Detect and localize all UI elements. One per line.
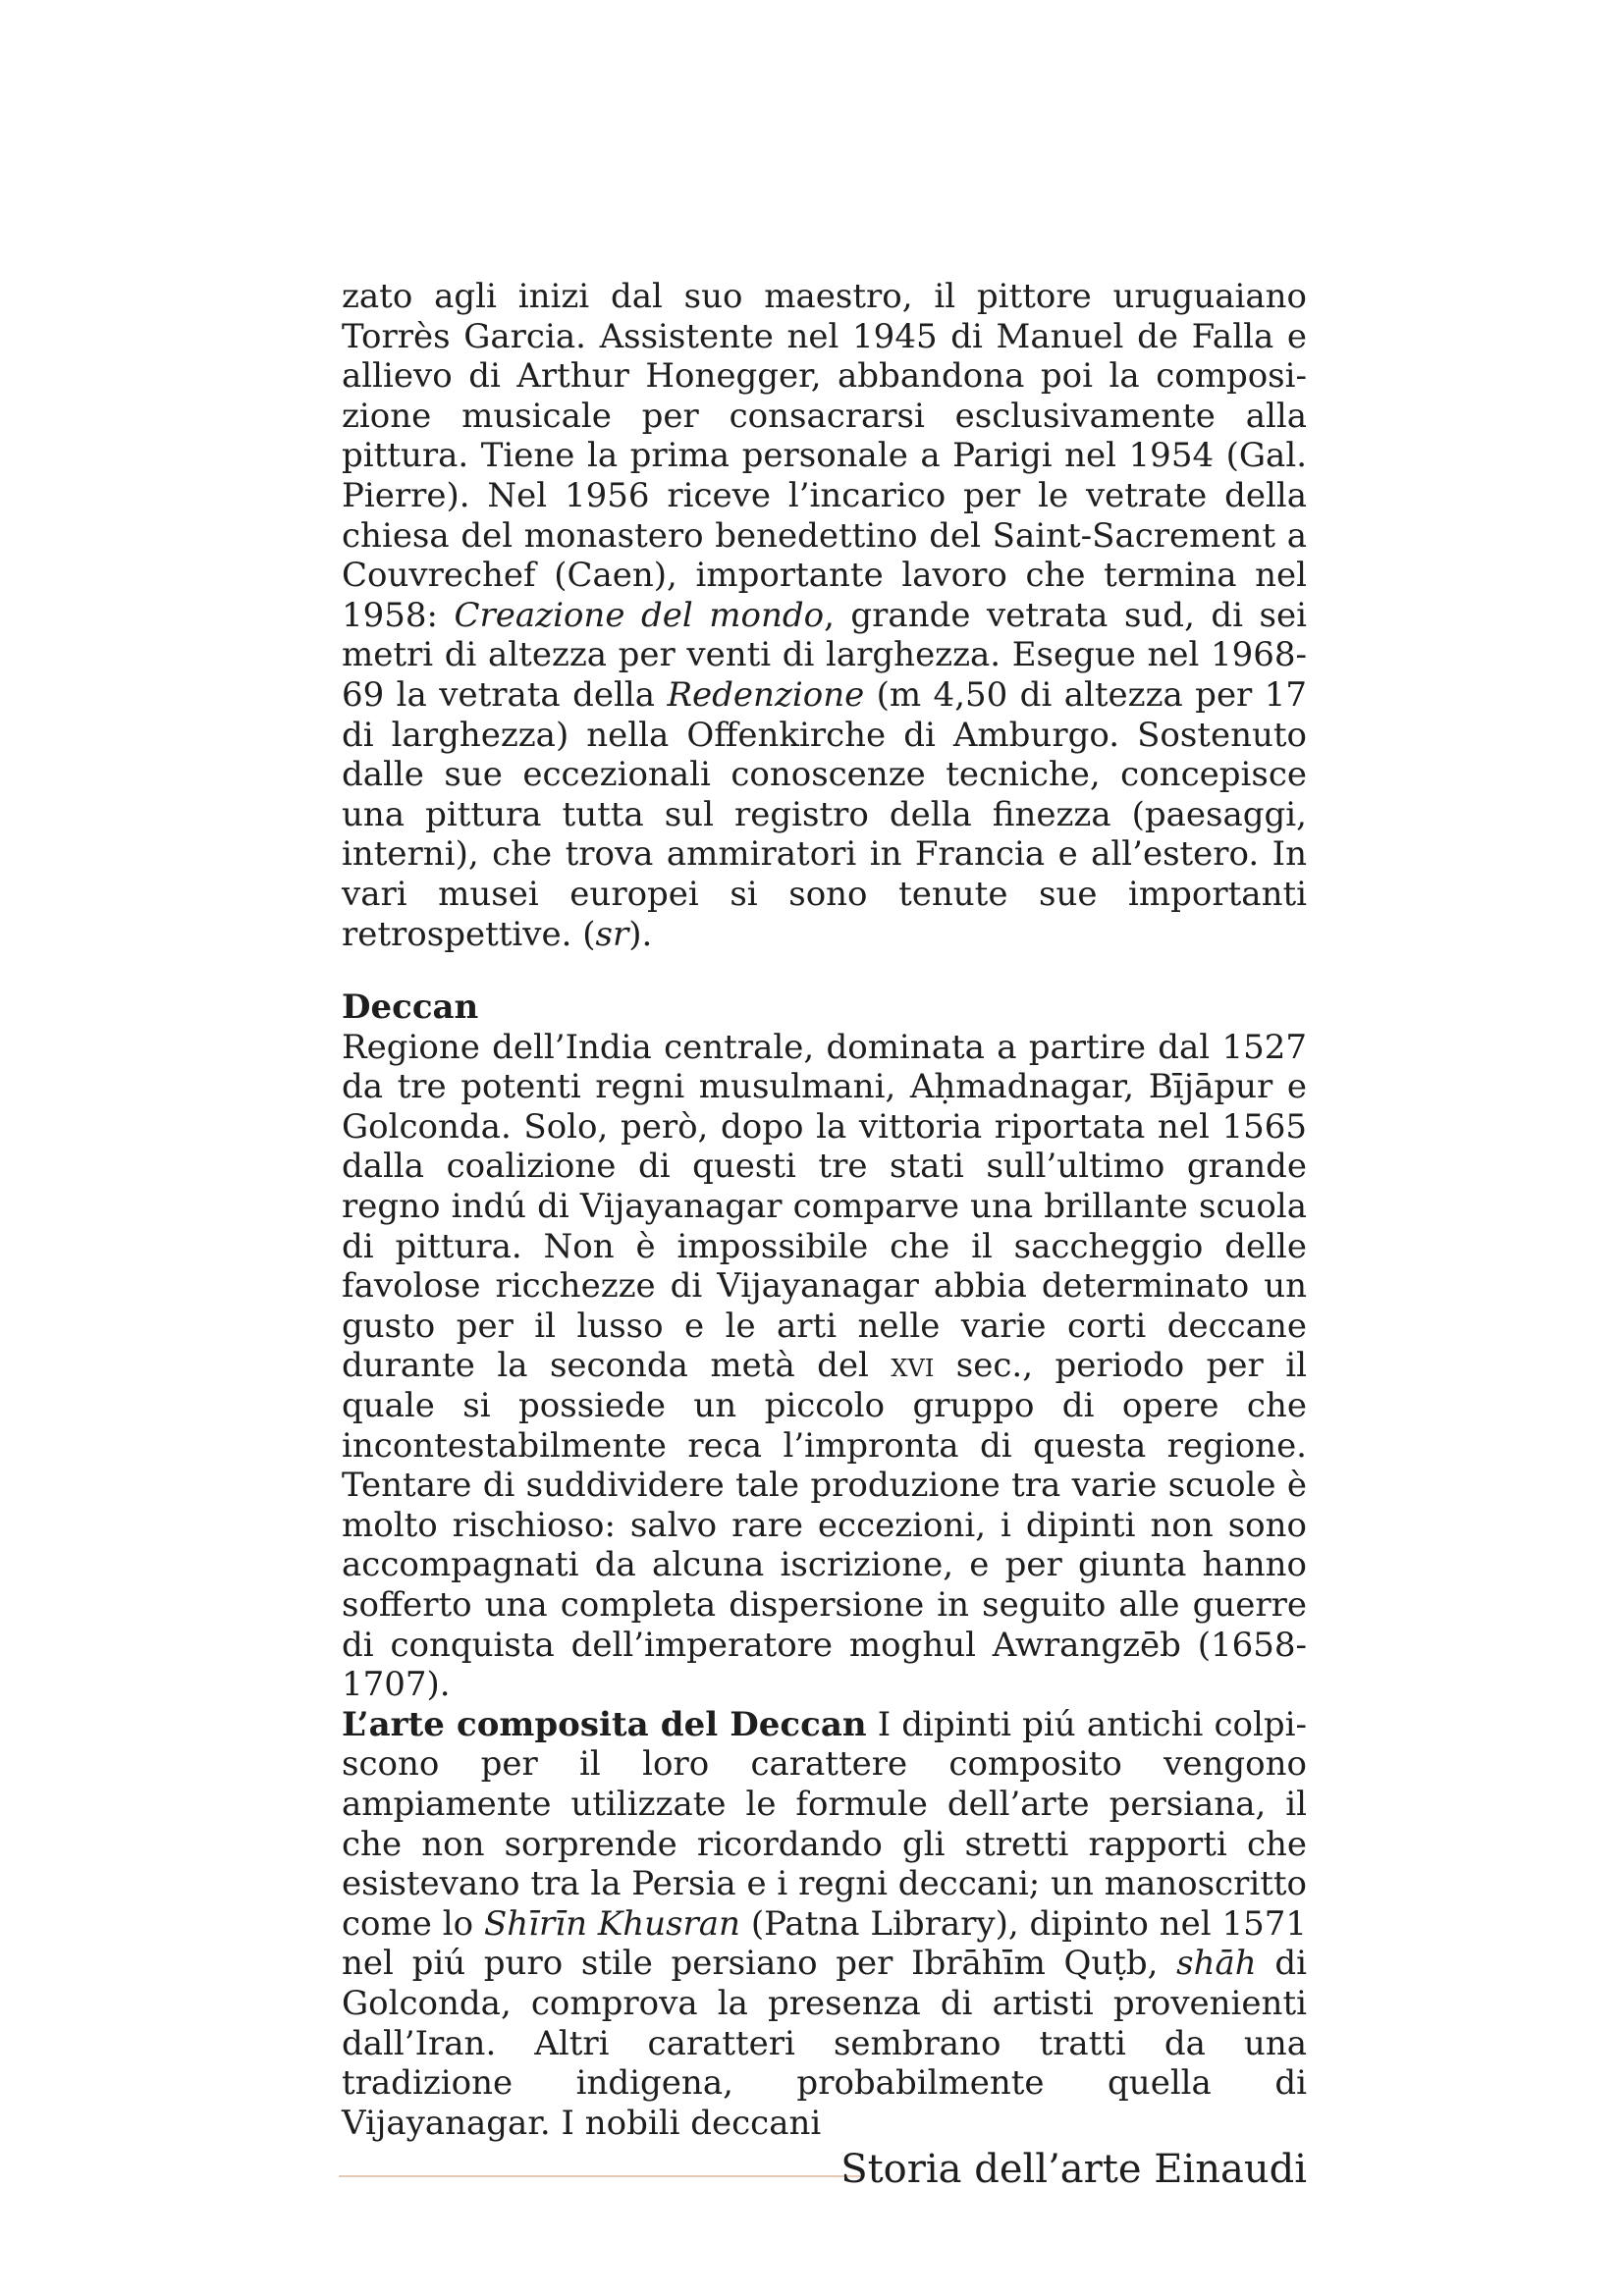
paragraph-deccan-intro: Regione dell’India centrale, dominata a partire dal 1527 da tre potenti regni musulmani, Aḥmadnagar, Bījāpur e Golconda. Solo, però, dopo la vittoria riportata nel 1565 dalla coalizione di questi tre stati sull’ultimo grande regno indú di Vijayanagar comparve una brillante scuola di pittura. Non è impossibile che il saccheggio delle favolose ricchezze di Vijayanagar abbia determinato un gusto per il lusso e le arti nelle varie corti deccane durante la seconda metà del xvi sec., periodo per il quale si possiede un piccolo gruppo di opere che incontestabilmente reca l’impronta di questa regione. Tentare di suddividere tale produzione tra varie scuole è molto rischioso: salvo rare eccezioni, i dipinti non sono accompagnati da alcuna iscrizione, e per giunta hanno sofferto una completa dispersione in seguito alle guerre di conquista dell’imperatore moghul Awrangzēb (1658-1707). [342, 1027, 1307, 1705]
paragraph-composite-art: L’arte composita del Deccan I dipinti piú antichi colpiscono per il loro carattere composito vengono ampiamente utilizzate le formule dell’arte persiana, il che non sorprende ricordando gli stretti rapporti che esistevano tra la Persia e i regni deccani; un manoscritto come lo Shīrīn Khusran (Patna Library), dipinto nel 1571 nel piú puro stile persiano per Ibrāhīm Quṭb, shāh di Golconda, comprova la presenza di artisti provenienti dall’Iran. Altri caratteri sembrano tratti da una tradizione indigena, probabilmente quella di Vijayanagar. I nobili deccani [342, 1704, 1308, 2143]
author-signature: sr [595, 914, 629, 954]
century-numeral: xvi [891, 1346, 935, 1386]
entry-title: Deccan [342, 988, 479, 1028]
artwork-title: Redenzione [667, 674, 865, 715]
title-term: shāh [1176, 1944, 1257, 1984]
paragraph-continuation: zato agli inizi dal suo maestro, il pittore uruguaiano Torrès Garcia. Assistente nel 1945 di Manuel de Falla e allievo di Arthur Honegger, abbandona poi la composizione musicale per consacrarsi esclusivamente alla pittura. Tiene la prima personale a Parigi nel 1954 (Gal. Pierre). Nel 1956 riceve l’incarico per le vetrate della chiesa del monastero benedettino del Saint-Sacrement a Couvrechef (Caen), importante lavoro che termina nel 1958: Creazione del mondo, grande vetrata sud, di sei metri di altezza per venti di larghezza. Esegue nel 1968-69 la vetrata della Redenzione (m 4,50 di altezza per 17 di larghezza) nella Offenkirche di Amburgo. Sostenuto dalle sue eccezionali conoscenze tecniche, concepisce una pittura tutta sul registro della finezza (paesaggi, interni), che trova ammiratori in Francia e all’estero. In vari musei europei si sono tenute sue importanti retrospettive. (sr). [342, 277, 1307, 954]
subsection-title: L’arte composita del Deccan [342, 1704, 867, 1744]
footer-rule [339, 2175, 862, 2177]
body-text-column [342, 277, 1307, 2143]
section-gap [342, 954, 1307, 988]
artwork-title: Creazione del mondo [454, 595, 825, 635]
footer-publication-title: Storia dell’arte Einaudi [840, 2147, 1307, 2192]
manuscript-title: Shīrīn Khusran [483, 1903, 740, 1944]
